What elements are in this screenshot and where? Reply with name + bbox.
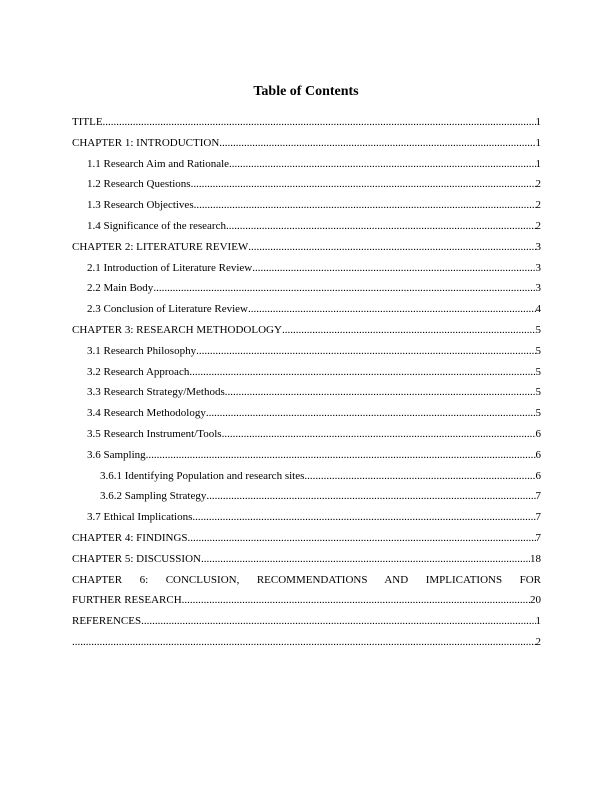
toc-entry-label: 3.3 Research Strategy/Methods bbox=[87, 386, 225, 399]
toc-entry-1-1[interactable] bbox=[72, 154, 541, 175]
toc-entry-2-3[interactable] bbox=[72, 299, 541, 320]
toc-entry-label: 1.2 Research Questions bbox=[87, 178, 191, 191]
toc-entry-2-1[interactable] bbox=[72, 258, 541, 279]
toc-entry-label: 2.2 Main Body bbox=[87, 282, 154, 295]
toc-entry-page: 3 bbox=[535, 240, 541, 253]
dot-leader bbox=[225, 382, 536, 403]
dot-leader bbox=[201, 549, 530, 570]
dot-leader bbox=[72, 632, 536, 653]
toc-entry-3-7[interactable] bbox=[72, 507, 541, 528]
dot-leader bbox=[141, 611, 535, 632]
dot-leader bbox=[248, 237, 535, 258]
toc-entry-title[interactable] bbox=[72, 112, 541, 133]
toc-entry-label: 3.1 Research Philosophy bbox=[87, 344, 197, 357]
dot-leader bbox=[103, 112, 536, 133]
dot-leader bbox=[192, 507, 535, 528]
toc-entry-label: 1.4 Significance of the research bbox=[87, 219, 226, 232]
toc-entry-page: 3 bbox=[535, 261, 541, 274]
toc-entry-references[interactable] bbox=[72, 611, 541, 632]
toc-entry-1-3[interactable] bbox=[72, 195, 541, 216]
toc-entry-label: FURTHER RESEARCH bbox=[72, 594, 182, 607]
toc-entry-untitled[interactable] bbox=[72, 632, 541, 653]
toc-heading: Table of Contents bbox=[253, 84, 359, 99]
toc-entry-label: 3.6 Sampling bbox=[87, 448, 146, 461]
toc-entry-chapter-6-line-1[interactable] bbox=[72, 570, 541, 591]
toc-entry-page: 5 bbox=[535, 407, 541, 420]
toc-entry-label: CHAPTER 5: DISCUSSION bbox=[72, 552, 201, 565]
toc-entry-page: 2 bbox=[535, 635, 541, 648]
toc-entry-page: 4 bbox=[535, 303, 541, 316]
dot-leader bbox=[229, 154, 535, 175]
dot-leader bbox=[219, 133, 535, 154]
toc-entry-label: CHAPTER 3: RESEARCH METHODOLOGY bbox=[72, 323, 282, 336]
toc-entry-page: 7 bbox=[535, 490, 541, 503]
dot-leader bbox=[226, 216, 536, 237]
toc-entry-page: 6 bbox=[535, 448, 541, 461]
toc-entry-3-3[interactable] bbox=[72, 382, 541, 403]
toc-entry-label: CHAPTER 2: LITERATURE REVIEW bbox=[72, 240, 249, 253]
toc-entry-page: 1 bbox=[535, 136, 541, 149]
toc-entry-page: 5 bbox=[535, 344, 541, 357]
toc-entry-chapter-1[interactable] bbox=[72, 133, 541, 154]
dot-leader bbox=[191, 174, 536, 195]
dot-leader bbox=[188, 528, 536, 549]
toc-entry-2-2[interactable] bbox=[72, 278, 541, 299]
toc-entry-1-2[interactable] bbox=[72, 174, 541, 195]
dot-leader bbox=[189, 362, 535, 383]
toc-entry-3-2[interactable] bbox=[72, 362, 541, 383]
toc-entry-page: 2 bbox=[535, 219, 541, 232]
toc-entry-chapter-4[interactable] bbox=[72, 528, 541, 549]
toc-list bbox=[72, 112, 541, 653]
toc-entry-page: 5 bbox=[535, 365, 541, 378]
toc-entry-page: 1 bbox=[535, 615, 541, 628]
toc-entry-3-1[interactable] bbox=[72, 341, 541, 362]
toc-entry-3-6[interactable] bbox=[72, 445, 541, 466]
toc-entry-label: 3.7 Ethical Implications bbox=[87, 511, 193, 524]
toc-entry-page: 1 bbox=[535, 116, 541, 128]
toc-entry-3-5[interactable] bbox=[72, 424, 541, 445]
toc-entry-label: CHAPTER 6: CONCLUSION, RECOMMENDATIONS AND IMPLICATIONS FOR bbox=[72, 573, 541, 586]
toc-entry-page: 7 bbox=[535, 511, 541, 524]
toc-entry-page: 1 bbox=[535, 157, 541, 170]
toc-entry-label: 2.1 Introduction of Literature Review bbox=[87, 261, 253, 274]
dot-leader bbox=[252, 258, 535, 279]
toc-entry-3-4[interactable] bbox=[72, 403, 541, 424]
dot-leader bbox=[196, 341, 535, 362]
toc-entry-label: 3.2 Research Approach bbox=[87, 365, 190, 378]
dot-leader bbox=[182, 590, 530, 611]
toc-entry-label: CHAPTER 1: INTRODUCTION bbox=[72, 136, 220, 149]
toc-entry-page: 3 bbox=[535, 282, 541, 295]
dot-leader bbox=[304, 466, 535, 487]
toc-entry-1-4[interactable] bbox=[72, 216, 541, 237]
toc-entry-page: 20 bbox=[530, 594, 541, 607]
dot-leader bbox=[146, 445, 536, 466]
dot-leader bbox=[153, 278, 535, 299]
toc-entry-chapter-5[interactable] bbox=[72, 549, 541, 570]
toc-entry-label: CHAPTER 4: FINDINGS bbox=[72, 531, 188, 544]
toc-entry-page: 2 bbox=[535, 178, 541, 191]
toc-entry-label: 3.6.1 Identifying Population and research sites bbox=[100, 469, 305, 482]
toc-entry-page: 18 bbox=[530, 552, 541, 565]
toc-entry-page: 2 bbox=[535, 199, 541, 212]
dot-leader bbox=[222, 424, 536, 445]
toc-entry-page: 6 bbox=[535, 427, 541, 440]
dot-leader bbox=[248, 299, 536, 320]
dot-leader bbox=[194, 195, 536, 216]
toc-entry-3-6-1[interactable] bbox=[72, 466, 541, 487]
toc-entry-label: 3.5 Research Instrument/Tools bbox=[87, 427, 222, 440]
toc-entry-page: 5 bbox=[535, 386, 541, 399]
toc-entry-chapter-3[interactable] bbox=[72, 320, 541, 341]
toc-entry-page: 5 bbox=[535, 323, 541, 336]
toc-entry-label: TITLE bbox=[72, 116, 103, 128]
toc-entry-page: 7 bbox=[535, 531, 541, 544]
dot-leader bbox=[206, 403, 536, 424]
toc-entry-chapter-2[interactable] bbox=[72, 237, 541, 258]
dot-leader bbox=[206, 486, 535, 507]
toc-entry-label: 3.6.2 Sampling Strategy bbox=[100, 490, 207, 503]
toc-entry-chapter-6-line-2[interactable] bbox=[72, 590, 541, 611]
toc-entry-label: 2.3 Conclusion of Literature Review bbox=[87, 303, 248, 316]
toc-entry-3-6-2[interactable] bbox=[72, 486, 541, 507]
toc-entry-page: 6 bbox=[535, 469, 541, 482]
toc-entry-label: REFERENCES bbox=[72, 615, 142, 628]
toc-entry-label: 1.3 Research Objectives bbox=[87, 199, 194, 212]
toc-entry-label: 1.1 Research Aim and Rationale bbox=[87, 157, 230, 170]
toc-entry-label: 3.4 Research Methodology bbox=[87, 407, 206, 420]
dot-leader bbox=[282, 320, 536, 341]
